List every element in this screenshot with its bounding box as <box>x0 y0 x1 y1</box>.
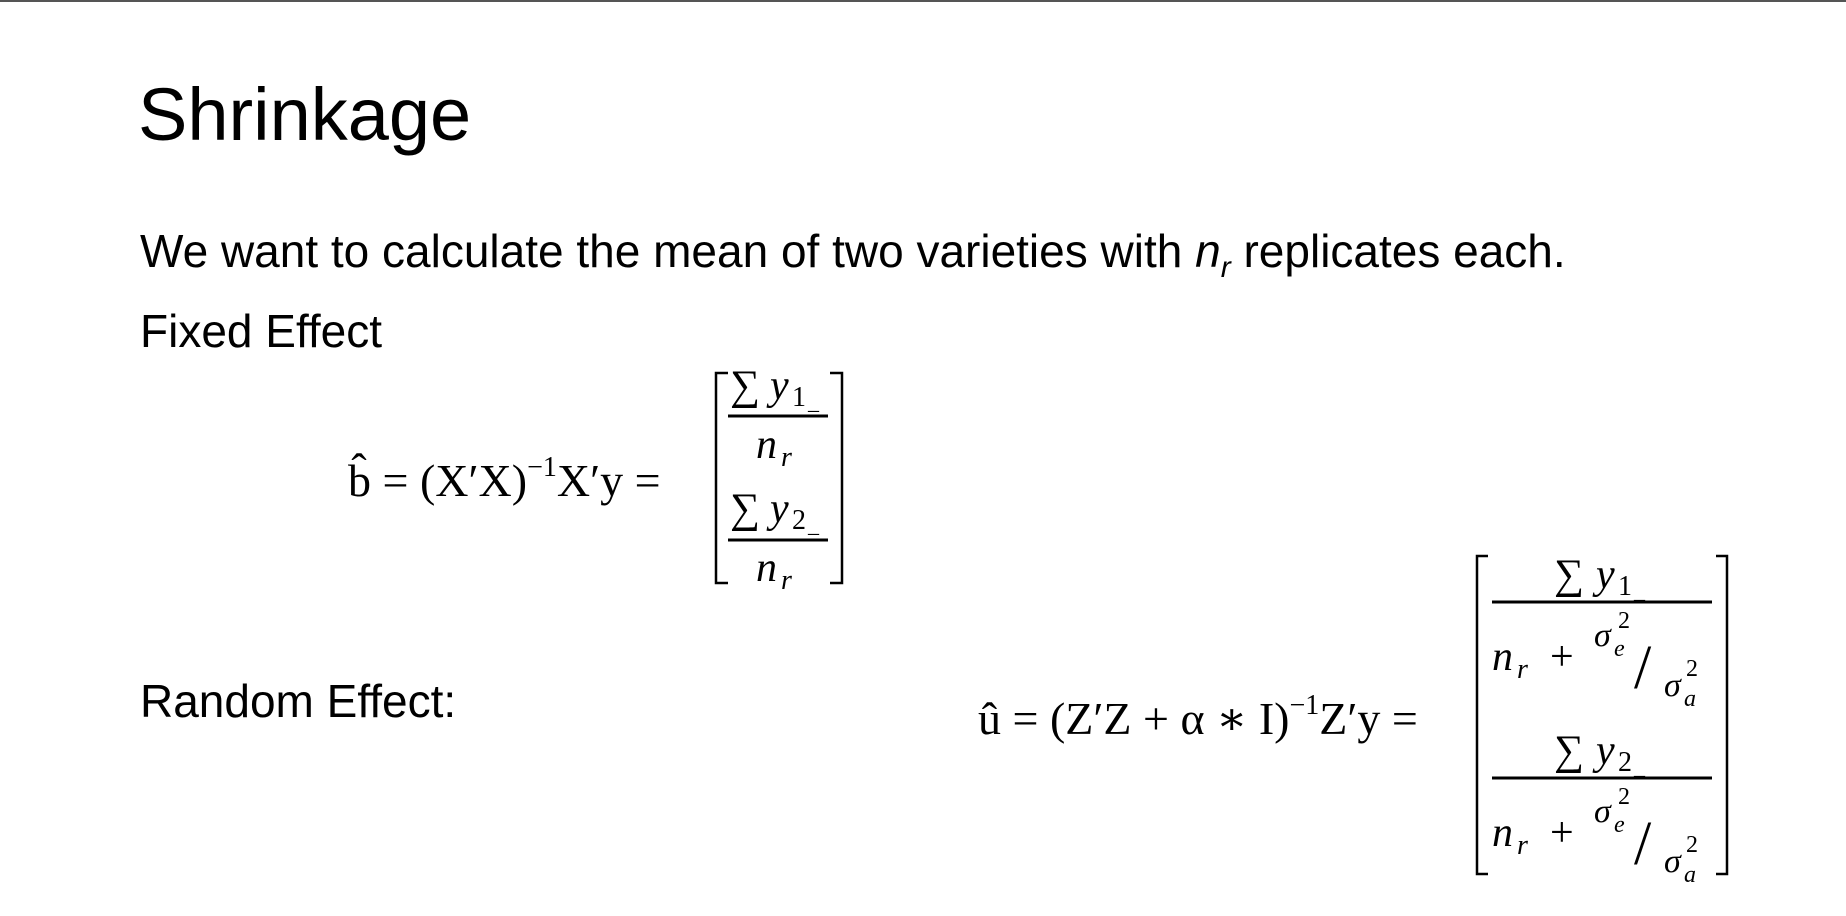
random-entry1-y: y <box>1596 552 1615 598</box>
random-entry2-index: 2 <box>1618 747 1632 778</box>
random-entry2-denom-sub: r <box>1517 830 1528 861</box>
random-entry2-sum: ∑ <box>1554 728 1584 774</box>
b-hat: b̂ <box>348 455 371 506</box>
random-entry1-slash: / <box>1634 634 1652 702</box>
fixed-entry2-denom-sub: r <box>781 565 792 596</box>
fixed-entry1-denom-sub: r <box>781 442 792 473</box>
fixed-exponent: −1 <box>527 452 557 483</box>
fixed-expr-part1: = (X′X) <box>371 455 528 506</box>
intro-var-sub: r <box>1220 251 1231 284</box>
fixed-entry1-sum: ∑ <box>730 363 760 409</box>
intro-var-n: n <box>1195 225 1221 277</box>
fixed-entry2-underscore: _ <box>808 512 819 537</box>
fixed-entry2-denom-n: n <box>756 545 777 591</box>
random-entry1-sigma-a-sup: 2 <box>1686 656 1698 682</box>
random-entry1-sigma-e-sub: e <box>1614 636 1625 662</box>
random-entry2-plus: + <box>1550 810 1574 856</box>
random-entry1-sum: ∑ <box>1554 552 1584 598</box>
random-entry2-denom-n: n <box>1492 810 1513 856</box>
random-expr-part2: Z′y = <box>1319 693 1418 744</box>
random-entry1-sigma-e-sup: 2 <box>1618 608 1630 634</box>
random-entry1-sigma-e: σ <box>1594 617 1611 654</box>
intro-text-after: replicates each. <box>1230 225 1566 277</box>
random-entry2-underscore: _ <box>1634 754 1645 779</box>
fixed-entry2-sum: ∑ <box>730 486 760 532</box>
fixed-entry1-underscore: _ <box>808 389 819 414</box>
random-entry2-y: y <box>1596 728 1615 774</box>
random-entry2-sigma-a-sub: a <box>1684 862 1696 888</box>
random-exponent: −1 <box>1289 690 1320 721</box>
random-entry2-sigma-a: σ <box>1664 843 1681 880</box>
random-entry1-sigma-a-sub: a <box>1684 686 1696 712</box>
fixed-entry1-denom-n: n <box>756 422 777 468</box>
fixed-entry2-index: 2 <box>792 505 806 536</box>
random-effect-label: Random Effect: <box>140 675 457 727</box>
random-right-bracket <box>1716 556 1727 874</box>
u-hat: û <box>978 693 1001 744</box>
slide-title: Shrinkage <box>138 73 472 156</box>
fixed-entry1-y: y <box>770 363 789 409</box>
random-entry1-denom-n: n <box>1492 634 1513 680</box>
random-entry2-sigma-e: σ <box>1594 793 1611 830</box>
random-entry1-plus: + <box>1550 634 1574 680</box>
random-expr-part1: = (Z′Z + α ∗ I) <box>1001 693 1290 744</box>
fixed-entry1-index: 1 <box>792 382 806 413</box>
random-left-bracket <box>1477 556 1488 874</box>
random-entry2-slash: / <box>1634 810 1652 878</box>
random-entry1-index: 1 <box>1618 571 1632 602</box>
fixed-effect-label: Fixed Effect <box>140 305 383 357</box>
random-entry2-sigma-e-sub: e <box>1614 812 1625 838</box>
intro-text-before: We want to calculate the mean of two varieties with <box>140 225 1196 277</box>
fixed-entry2-y: y <box>770 486 789 532</box>
random-entry1-denom-sub: r <box>1517 654 1528 685</box>
random-entry1-underscore: _ <box>1634 578 1645 603</box>
random-entry2-sigma-e-sup: 2 <box>1618 784 1630 810</box>
fixed-expr-part2: X′y = <box>556 455 661 506</box>
random-entry1-sigma-a: σ <box>1664 667 1681 704</box>
random-entry2-sigma-a-sup: 2 <box>1686 832 1698 858</box>
